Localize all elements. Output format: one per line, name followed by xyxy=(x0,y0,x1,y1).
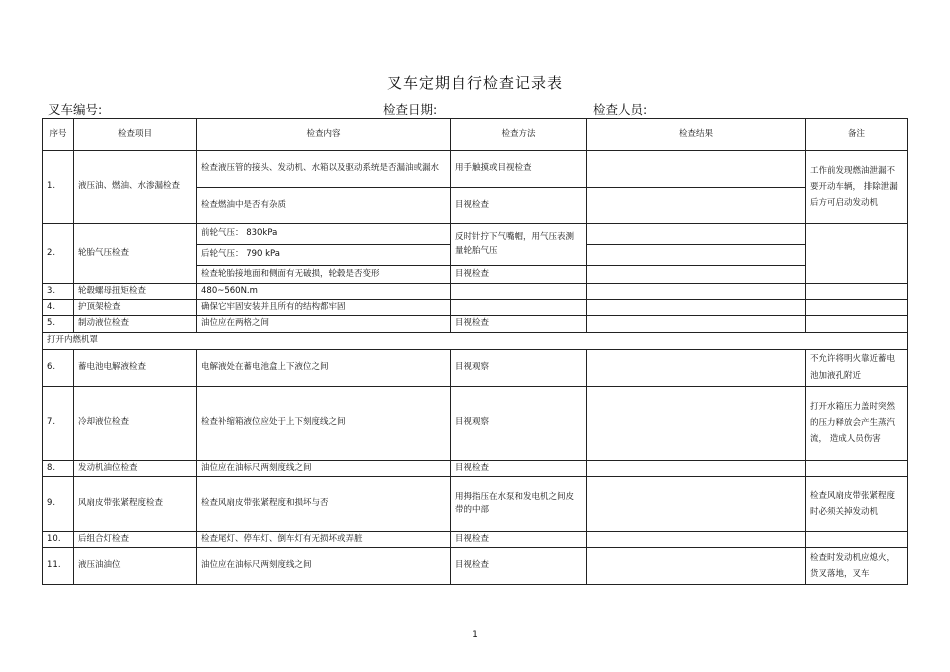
note-cell xyxy=(806,460,908,476)
table-row xyxy=(43,151,908,188)
table-row xyxy=(43,224,908,245)
method-cell xyxy=(451,300,587,316)
page-number: 1 xyxy=(472,630,478,640)
note-cell: 不允许将明火靠近蓄电池加液孔附近 xyxy=(806,349,908,386)
item-cell: 轮胎气压检查 xyxy=(74,224,197,284)
result-cell xyxy=(587,188,806,224)
item-cell: 风扇皮带张紧程度检查 xyxy=(74,476,197,531)
inspector-label: 检查人员: xyxy=(593,102,648,117)
item-cell: 冷却液位检查 xyxy=(74,386,197,460)
inspection-date-label: 检查日期: xyxy=(383,102,438,117)
inspection-table xyxy=(42,118,908,585)
result-cell xyxy=(587,224,806,245)
header-method: 检查方法 xyxy=(451,119,587,151)
table-row xyxy=(43,349,908,386)
seq-cell: 4. xyxy=(43,300,74,316)
result-cell xyxy=(587,266,806,284)
note-cell xyxy=(806,300,908,316)
item-cell: 液压油、燃油、水渗漏检查 xyxy=(74,151,197,224)
content-cell: 油位应在两格之间 xyxy=(197,316,451,332)
method-cell: 目视检查 xyxy=(451,316,587,332)
result-cell xyxy=(587,316,806,332)
header-row xyxy=(43,119,908,151)
method-cell: 目视观察 xyxy=(451,349,587,386)
content-cell: 检查尾灯、停车灯、倒车灯有无损坏或弄脏 xyxy=(197,531,451,547)
note-cell xyxy=(806,531,908,547)
seq-cell: 3. xyxy=(43,284,74,300)
result-cell xyxy=(587,547,806,584)
method-cell xyxy=(451,284,587,300)
header-seq: 序号 xyxy=(43,119,74,151)
content-cell: 电解液处在蓄电池盒上下液位之间 xyxy=(197,349,451,386)
seq-cell: 1. xyxy=(43,151,74,224)
header-content: 检查内容 xyxy=(197,119,451,151)
item-cell: 后组合灯检查 xyxy=(74,531,197,547)
content-cell: 后轮气压： 790 kPa xyxy=(197,245,451,266)
result-cell xyxy=(587,386,806,460)
note-cell: 检查风扇皮带张紧程度时必须关掉发动机 xyxy=(806,476,908,531)
note-cell xyxy=(806,284,908,300)
method-cell: 用手触摸或目视检查 xyxy=(451,151,587,188)
seq-cell: 2. xyxy=(43,224,74,284)
header-note: 备注 xyxy=(806,119,908,151)
method-cell: 目视检查 xyxy=(451,460,587,476)
item-cell: 制动液位检查 xyxy=(74,316,197,332)
result-cell xyxy=(587,476,806,531)
section-label: 打开内燃机罩 xyxy=(43,332,908,349)
note-cell: 打开水箱压力盖时突然的压力释放会产生蒸汽流， 造成人员伤害 xyxy=(806,386,908,460)
content-cell: 油位应在油标尺两刻度线之间 xyxy=(197,460,451,476)
seq-cell: 5. xyxy=(43,316,74,332)
header-item: 检查项目 xyxy=(74,119,197,151)
content-cell: 检查补缩箱液位应处于上下刻度线之间 xyxy=(197,386,451,460)
content-cell: 检查燃油中是否有杂质 xyxy=(197,188,451,224)
result-cell xyxy=(587,300,806,316)
table-row xyxy=(43,460,908,476)
note-cell xyxy=(806,316,908,332)
item-cell: 轮毂螺母扭矩检查 xyxy=(74,284,197,300)
section-row xyxy=(43,332,908,349)
item-cell: 护顶架检查 xyxy=(74,300,197,316)
method-cell: 目视检查 xyxy=(451,547,587,584)
item-cell: 发动机油位检查 xyxy=(74,460,197,476)
method-cell: 反时针拧下气嘴帽，用气压表测量轮胎气压 xyxy=(451,224,587,266)
result-cell xyxy=(587,245,806,266)
method-cell: 目视观察 xyxy=(451,386,587,460)
content-cell: 480~560N.m xyxy=(197,284,451,300)
table-row xyxy=(43,316,908,332)
seq-cell: 11. xyxy=(43,547,74,584)
content-cell: 检查液压管的接头、发动机、水箱以及驱动系统是否漏油或漏水 xyxy=(197,151,451,188)
table-row xyxy=(43,386,908,460)
method-cell: 目视检查 xyxy=(451,531,587,547)
content-cell: 检查风扇皮带张紧程度和损坏与否 xyxy=(197,476,451,531)
method-cell: 目视检查 xyxy=(451,266,587,284)
seq-cell: 9. xyxy=(43,476,74,531)
result-cell xyxy=(587,460,806,476)
table-row xyxy=(43,547,908,584)
content-cell: 确保它牢固安装并且所有的结构都牢固 xyxy=(197,300,451,316)
header-result: 检查结果 xyxy=(587,119,806,151)
content-cell: 前轮气压： 830kPa xyxy=(197,224,451,245)
result-cell xyxy=(587,284,806,300)
table-row xyxy=(43,531,908,547)
content-cell: 油位应在油标尺两刻度线之间 xyxy=(197,547,451,584)
table-row xyxy=(43,476,908,531)
seq-cell: 8. xyxy=(43,460,74,476)
document-title: 叉车定期自行检查记录表 xyxy=(386,74,563,92)
note-cell: 工作前发现燃油泄漏不要开动车辆， 排除泄漏后方可启动发动机 xyxy=(806,151,908,224)
note-cell: 检查时发动机应熄火，货叉落地，叉车 xyxy=(806,547,908,584)
forklift-number-label: 叉车编号: xyxy=(48,102,103,117)
item-cell: 液压油油位 xyxy=(74,547,197,584)
method-cell: 目视检查 xyxy=(451,188,587,224)
seq-cell: 7. xyxy=(43,386,74,460)
method-cell: 用拇指压在水泵和发电机之间皮带的中部 xyxy=(451,476,587,531)
table-row xyxy=(43,300,908,316)
result-cell xyxy=(587,151,806,188)
result-cell xyxy=(587,531,806,547)
note-cell xyxy=(806,224,908,284)
content-cell: 检查轮胎接地面和侧面有无破损，轮毂是否变形 xyxy=(197,266,451,284)
seq-cell: 10. xyxy=(43,531,74,547)
item-cell: 蓄电池电解液检查 xyxy=(74,349,197,386)
seq-cell: 6. xyxy=(43,349,74,386)
table-row xyxy=(43,284,908,300)
result-cell xyxy=(587,349,806,386)
